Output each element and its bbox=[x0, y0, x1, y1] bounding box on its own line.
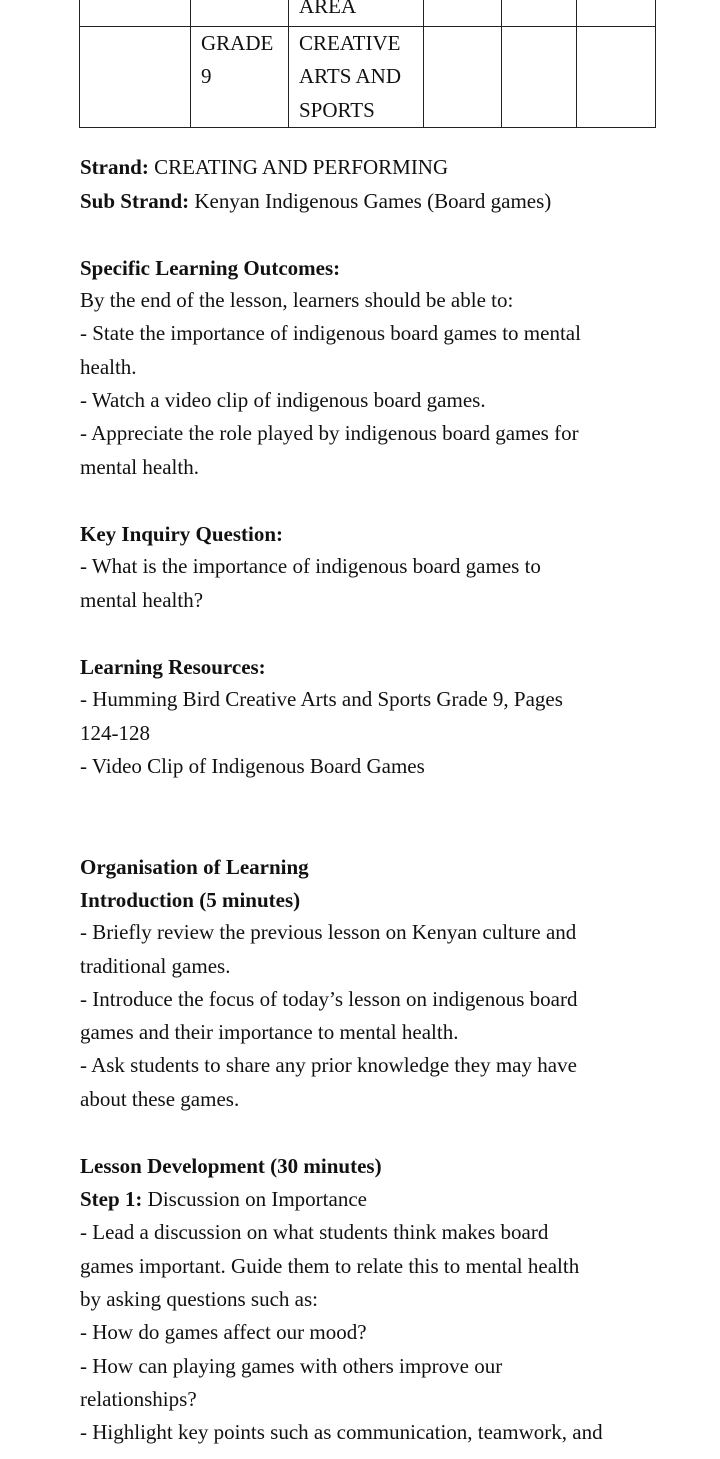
line-label: Learning Resources: bbox=[80, 655, 266, 679]
table-cell bbox=[577, 0, 656, 27]
document-line bbox=[80, 1150, 382, 1183]
document-line bbox=[80, 151, 448, 184]
document-line bbox=[80, 384, 486, 417]
line-text: games important. Guide them to relate this to mental health bbox=[80, 1254, 580, 1278]
lesson-info-table bbox=[79, 0, 656, 128]
line-label: Organisation of Learning bbox=[80, 855, 309, 879]
table-cell bbox=[424, 27, 502, 128]
line-label: Key Inquiry Question: bbox=[80, 522, 284, 546]
table-cell bbox=[502, 0, 577, 27]
line-label: Step 1: bbox=[80, 1187, 143, 1211]
document-line bbox=[80, 1183, 367, 1216]
line-text: - Watch a video clip of indigenous board games. bbox=[80, 388, 486, 412]
line-text: CREATING AND PERFORMING bbox=[148, 155, 449, 179]
document-line bbox=[80, 950, 230, 983]
document-line bbox=[80, 550, 541, 583]
table-cell: AREA bbox=[289, 0, 424, 27]
document-line bbox=[80, 750, 425, 783]
line-text: - State the importance of indigenous board games to mental bbox=[80, 321, 581, 345]
line-text: 124-128 bbox=[80, 721, 150, 745]
line-text: mental health. bbox=[80, 455, 199, 479]
document-line bbox=[80, 351, 137, 384]
document-line bbox=[80, 1049, 577, 1082]
line-text: - Briefly review the previous lesson on Kenyan culture and bbox=[80, 920, 577, 944]
document-line bbox=[80, 1416, 603, 1449]
document-line bbox=[80, 451, 199, 484]
line-text: - Video Clip of Indigenous Board Games bbox=[80, 754, 425, 778]
line-text: by asking questions such as: bbox=[80, 1287, 318, 1311]
document-line bbox=[80, 683, 563, 716]
table-cell bbox=[577, 27, 656, 128]
document-line bbox=[80, 851, 309, 884]
line-text: games and their importance to mental health. bbox=[80, 1020, 459, 1044]
document-line bbox=[80, 717, 150, 750]
document-line bbox=[80, 1216, 548, 1249]
line-text: - Introduce the focus of today’s lesson on indigenous board bbox=[80, 987, 578, 1011]
document-line bbox=[80, 284, 513, 317]
document-line bbox=[80, 983, 577, 1016]
table-cell bbox=[424, 0, 502, 27]
document-line bbox=[80, 1316, 367, 1349]
document-line bbox=[80, 651, 266, 684]
document-line bbox=[80, 185, 551, 218]
line-text: about these games. bbox=[80, 1087, 240, 1111]
document-line bbox=[80, 317, 581, 350]
line-text: traditional games. bbox=[80, 954, 231, 978]
line-text: Kenyan Indigenous Games (Board games) bbox=[189, 189, 552, 213]
table-cell-learning-area: CREATIVE ARTS AND SPORTS bbox=[289, 27, 424, 128]
line-text: - Lead a discussion on what students think makes board bbox=[80, 1220, 549, 1244]
table-cell bbox=[191, 0, 289, 27]
document-line bbox=[80, 518, 283, 551]
line-label: Lesson Development (30 minutes) bbox=[80, 1154, 382, 1178]
line-label: Strand: bbox=[80, 155, 149, 179]
line-text: By the end of the lesson, learners should be able to: bbox=[80, 288, 514, 312]
table-cell bbox=[80, 27, 191, 128]
document-line bbox=[80, 1083, 239, 1116]
document-line bbox=[80, 252, 340, 285]
table-row bbox=[80, 27, 656, 128]
line-text: - How do games affect our mood? bbox=[80, 1320, 367, 1344]
table-cell bbox=[80, 0, 191, 27]
line-label: Introduction (5 minutes) bbox=[80, 888, 301, 912]
line-text: mental health? bbox=[80, 588, 204, 612]
table-row bbox=[80, 0, 656, 27]
document-line bbox=[80, 584, 203, 617]
document-line bbox=[80, 1250, 579, 1283]
table-cell-grade: GRADE 9 bbox=[191, 27, 289, 128]
document-line bbox=[80, 1350, 502, 1383]
document-line bbox=[80, 417, 579, 450]
line-text: - Highlight key points such as communication, teamwork, and bbox=[80, 1420, 603, 1444]
table-cell bbox=[502, 27, 577, 128]
document-line bbox=[80, 1016, 458, 1049]
document-line bbox=[80, 884, 300, 917]
document-line bbox=[80, 1283, 318, 1316]
line-text: relationships? bbox=[80, 1387, 197, 1411]
line-text: - Appreciate the role played by indigenous board games for bbox=[80, 421, 579, 445]
line-text: - Ask students to share any prior knowledge they may have bbox=[80, 1053, 577, 1077]
line-text: - What is the importance of indigenous board games to bbox=[80, 554, 541, 578]
line-text: health. bbox=[80, 355, 137, 379]
line-text: Discussion on Importance bbox=[142, 1187, 367, 1211]
document-line bbox=[80, 916, 576, 949]
line-text: - How can playing games with others improve our bbox=[80, 1354, 503, 1378]
line-text: - Humming Bird Creative Arts and Sports Grade 9, Pages bbox=[80, 687, 563, 711]
line-label: Sub Strand: bbox=[80, 189, 190, 213]
document-line bbox=[80, 1383, 197, 1416]
line-label: Specific Learning Outcomes: bbox=[80, 256, 341, 280]
